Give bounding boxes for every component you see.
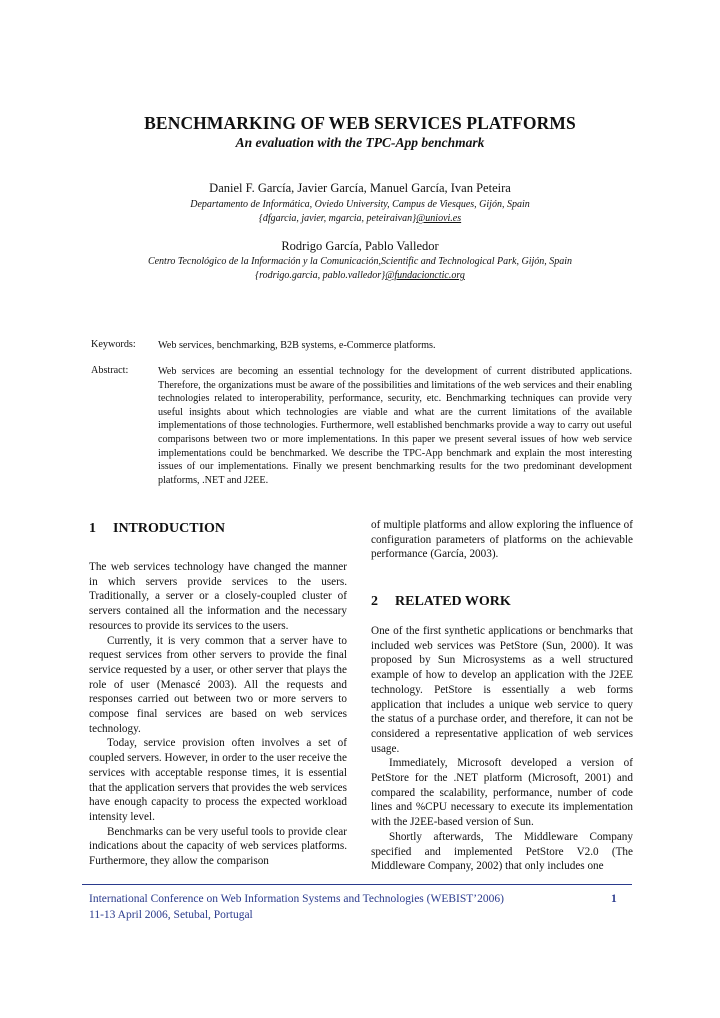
section1-paragraph-4: Benchmarks can be very useful tools to provide clear indications about the capacity of web services platforms. Furthermore, they allow the comparison bbox=[89, 825, 347, 868]
section1-paragraph-2: Currently, it is very common that a server have to request services from other servers to provide the final service requested by a user, or other server that plays the role of user (Menascé 2003). All the requests and responses carried out between two or more servers to compose final services are based on web services technology. bbox=[89, 634, 347, 735]
section1-paragraph-1: The web services technology have changed the manner in which servers provide services to the users. Traditionally, a server or a closely-coupled cluster of servers contained all the information and the necessary resources to provide its services to the users. bbox=[89, 561, 347, 632]
footer-date-location: 11-13 April 2006, Setubal, Portugal bbox=[89, 909, 253, 921]
section1-body bbox=[89, 560, 347, 869]
email-names-1: {dfgarcia, javier, mgarcia, peteiraivan} bbox=[258, 213, 417, 224]
page-number: 1 bbox=[611, 893, 617, 905]
author-names-2: Rodrigo García, Pablo Valledor bbox=[281, 239, 439, 253]
keywords-label: Keywords: bbox=[91, 339, 136, 350]
section1-heading bbox=[89, 521, 347, 537]
section2-paragraph-3: Shortly afterwards, The Middleware Company specified and implemented PetStore V2.0 (The Middleware Company, 2002) that only includes one bbox=[371, 830, 633, 873]
section1-title: INTRODUCTION bbox=[113, 521, 226, 536]
footer-rule bbox=[82, 884, 632, 885]
paper-title: BENCHMARKING OF WEB SERVICES PLATFORMS bbox=[144, 113, 576, 133]
footer-conference: International Conference on Web Information Systems and Technologies (WEBIST’2006) bbox=[89, 893, 504, 905]
affiliation-2: Centro Tecnológico de la Información y la Comunicación,Scientific and Technological Park, Gijón, Spain bbox=[147, 256, 573, 267]
email-domain-link-2[interactable]: @fundacionctic.org bbox=[385, 270, 465, 281]
affiliation-1: Departamento de Informática, Oviedo University, Campus de Viesques, Gijón, Spain bbox=[190, 199, 530, 210]
section1-continuation: of multiple platforms and allow exploring the influence of configuration parameters of platforms on the achievable performance (García, 2003). bbox=[371, 519, 633, 561]
paper-subtitle: An evaluation with the TPC-App benchmark bbox=[235, 135, 485, 150]
section2-heading bbox=[371, 594, 633, 610]
abstract-text: Web services are becoming an essential technology for the development of current distributed applications. Therefore, the organizations must be aware of the possibilities and limitations of the web services and their enabling technologies related to interoperability, performance, security, etc. Benchmarking techniques can provide very useful insights about which technologies are viable and what are the current limitations of the available implementations of those technologies. Furthermore, well established benchmarks provide a way to carry out useful comparisons between two or more implementations. In this paper we present several issues of how web service implementations could be benchmarked. We describe the TPC-App benchmark and explain the most interesting issues of our implementations. Finally we present benchmarking results for the two predominant development platforms, .NET and J2EE. bbox=[158, 366, 632, 486]
email-line-1 bbox=[0, 211, 720, 226]
section2-title: RELATED WORK bbox=[395, 594, 511, 609]
section2-paragraph-2: Immediately, Microsoft developed a version of PetStore for the .NET platform (Microsoft, 2001) and compared the scalability, performance, number of code lines and %CPU necessary to execute its implementation with the J2EE-based version of Sun. bbox=[371, 757, 633, 829]
keywords-text: Web services, benchmarking, B2B systems, e-Commerce platforms. bbox=[158, 340, 436, 351]
email-line-2 bbox=[0, 268, 720, 283]
section1-paragraph-3: Today, service provision often involves a set of coupled servers. However, in order to the user receive the services with acceptable response times, it is essential that the application servers that provides the web services have enough capacity to process the expected workload intensity level. bbox=[89, 737, 347, 823]
email-names-2: {rodrigo.garcia, pablo.valledor} bbox=[255, 270, 386, 281]
section2-paragraph-1: One of the first synthetic applications or benchmarks that included web services was PetStore (Sun, 2000). It was proposed by Sun Microsystems as a well structured example of how to develop an application with the J2EE technology. PetStore is essentially a web forms application that includes a unique web service to query the status of a purchase order, and therefore, it can not be considered a representative application of web services usage. bbox=[371, 625, 633, 755]
section2-body bbox=[371, 624, 633, 874]
author-names-1: Daniel F. García, Javier García, Manuel García, Ivan Peteira bbox=[209, 181, 511, 195]
section1-number: 1 bbox=[89, 521, 96, 536]
section2-number: 2 bbox=[371, 594, 378, 609]
abstract-label: Abstract: bbox=[91, 365, 129, 376]
email-domain-link-1[interactable]: @uniovi.es bbox=[416, 213, 462, 224]
